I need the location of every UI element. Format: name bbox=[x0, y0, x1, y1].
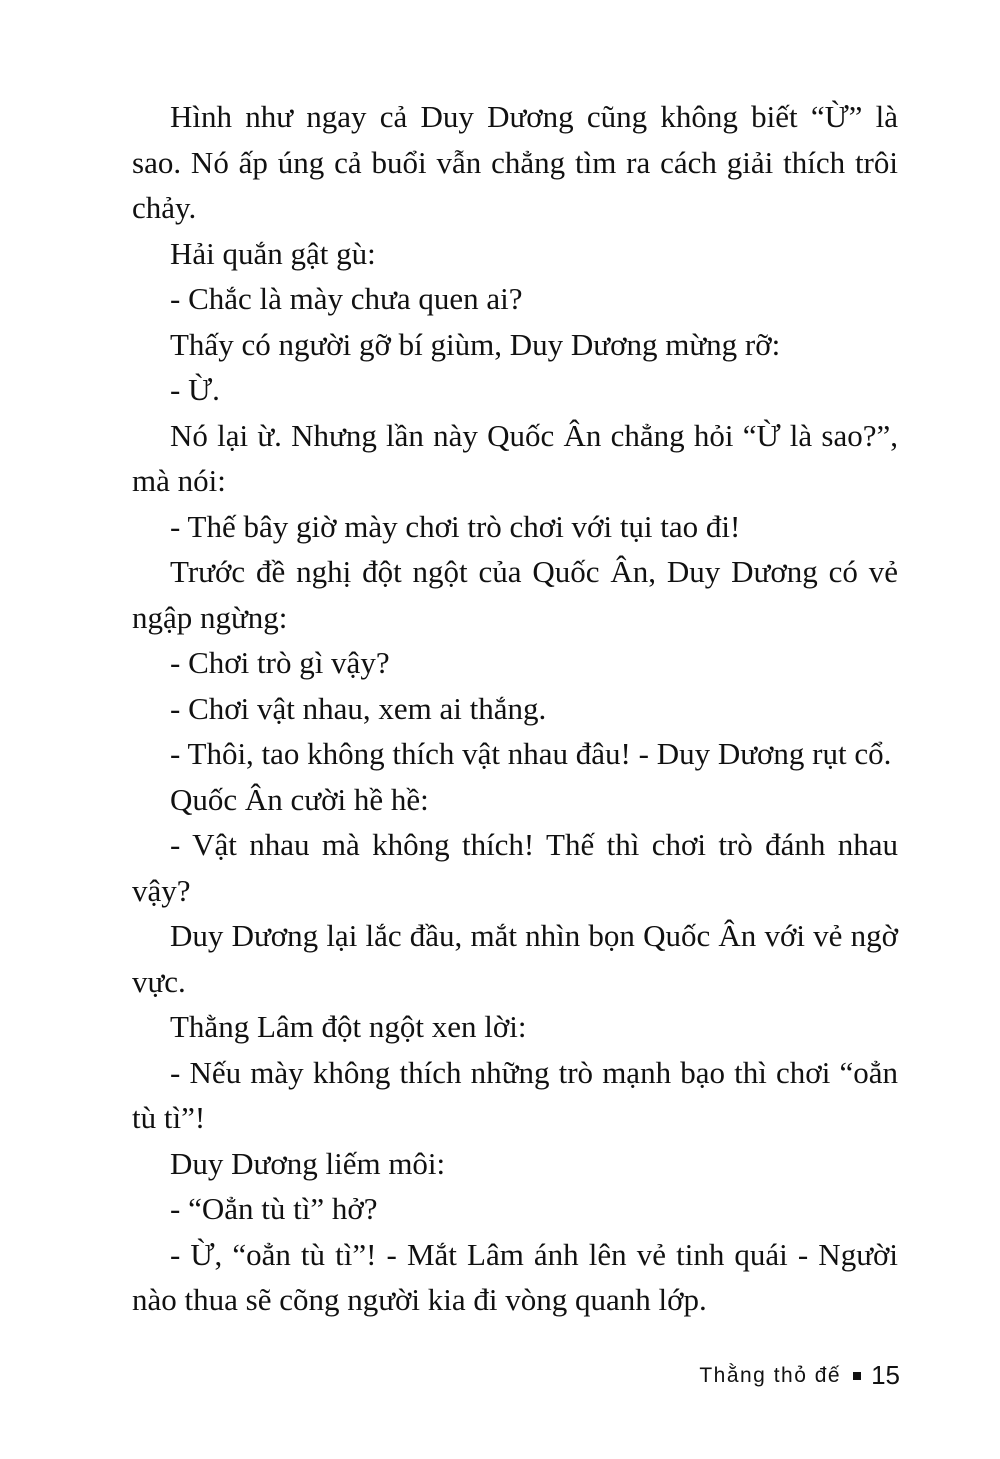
paragraph: - “Oẳn tù tì” hở? bbox=[170, 1191, 378, 1226]
paragraph: Duy Dương liếm môi: bbox=[170, 1145, 446, 1181]
paragraph: Thằng Lâm đột ngột xen lời: bbox=[170, 1009, 527, 1044]
paragraph: Duy Dương lại lắc đầu, mắt nhìn bọn Quốc Ân với vẻ ngờ vực. bbox=[132, 918, 898, 999]
paragraph: Nó lại ừ. Nhưng lần này Quốc Ân chẳng hỏi “Ừ là sao?”, mà nói: bbox=[132, 417, 898, 498]
paragraph: - Ừ, “oẳn tù tì”! - Mắt Lâm ánh lên vẻ tinh quái - Người nào thua sẽ cõng người kia đi vòng quanh lớp. bbox=[132, 1236, 898, 1317]
square-bullet-icon bbox=[853, 1372, 861, 1380]
running-title: Thằng thỏ đế bbox=[699, 1363, 842, 1387]
paragraph: - Chắc là mày chưa quen ai? bbox=[170, 281, 523, 316]
paragraph: - Vật nhau mà không thích! Thế thì chơi trò đánh nhau vậy? bbox=[132, 827, 898, 908]
paragraph: Quốc Ân cười hề hề: bbox=[170, 781, 429, 817]
paragraph: - Nếu mày không thích những trò mạnh bạo thì chơi “oẳn tù tì”! bbox=[132, 1054, 898, 1135]
paragraph: Trước đề nghị đột ngột của Quốc Ân, Duy Dương có vẻ ngập ngừng: bbox=[132, 554, 898, 635]
paragraph: Thấy có người gỡ bí giùm, Duy Dương mừng rỡ: bbox=[170, 326, 781, 362]
paragraph: Hình như ngay cả Duy Dương cũng không biết “Ừ” là sao. Nó ấp úng cả buổi vẫn chẳng tìm ra cách giải thích trôi chảy. bbox=[132, 99, 898, 225]
paragraph: Hải quắn gật gù: bbox=[170, 235, 376, 271]
paragraph: - Thôi, tao không thích vật nhau đâu! - Duy Dương rụt cổ. bbox=[170, 736, 892, 771]
paragraph: - Ừ. bbox=[170, 372, 220, 407]
paragraph: - Thế bây giờ mày chơi trò chơi với tụi tao đi! bbox=[170, 508, 741, 544]
paragraph: - Chơi vật nhau, xem ai thắng. bbox=[170, 690, 547, 726]
paragraph: - Chơi trò gì vậy? bbox=[170, 645, 390, 680]
page-number: 15 bbox=[871, 1360, 900, 1390]
page-footer bbox=[699, 1360, 900, 1391]
body-text bbox=[132, 94, 898, 1323]
